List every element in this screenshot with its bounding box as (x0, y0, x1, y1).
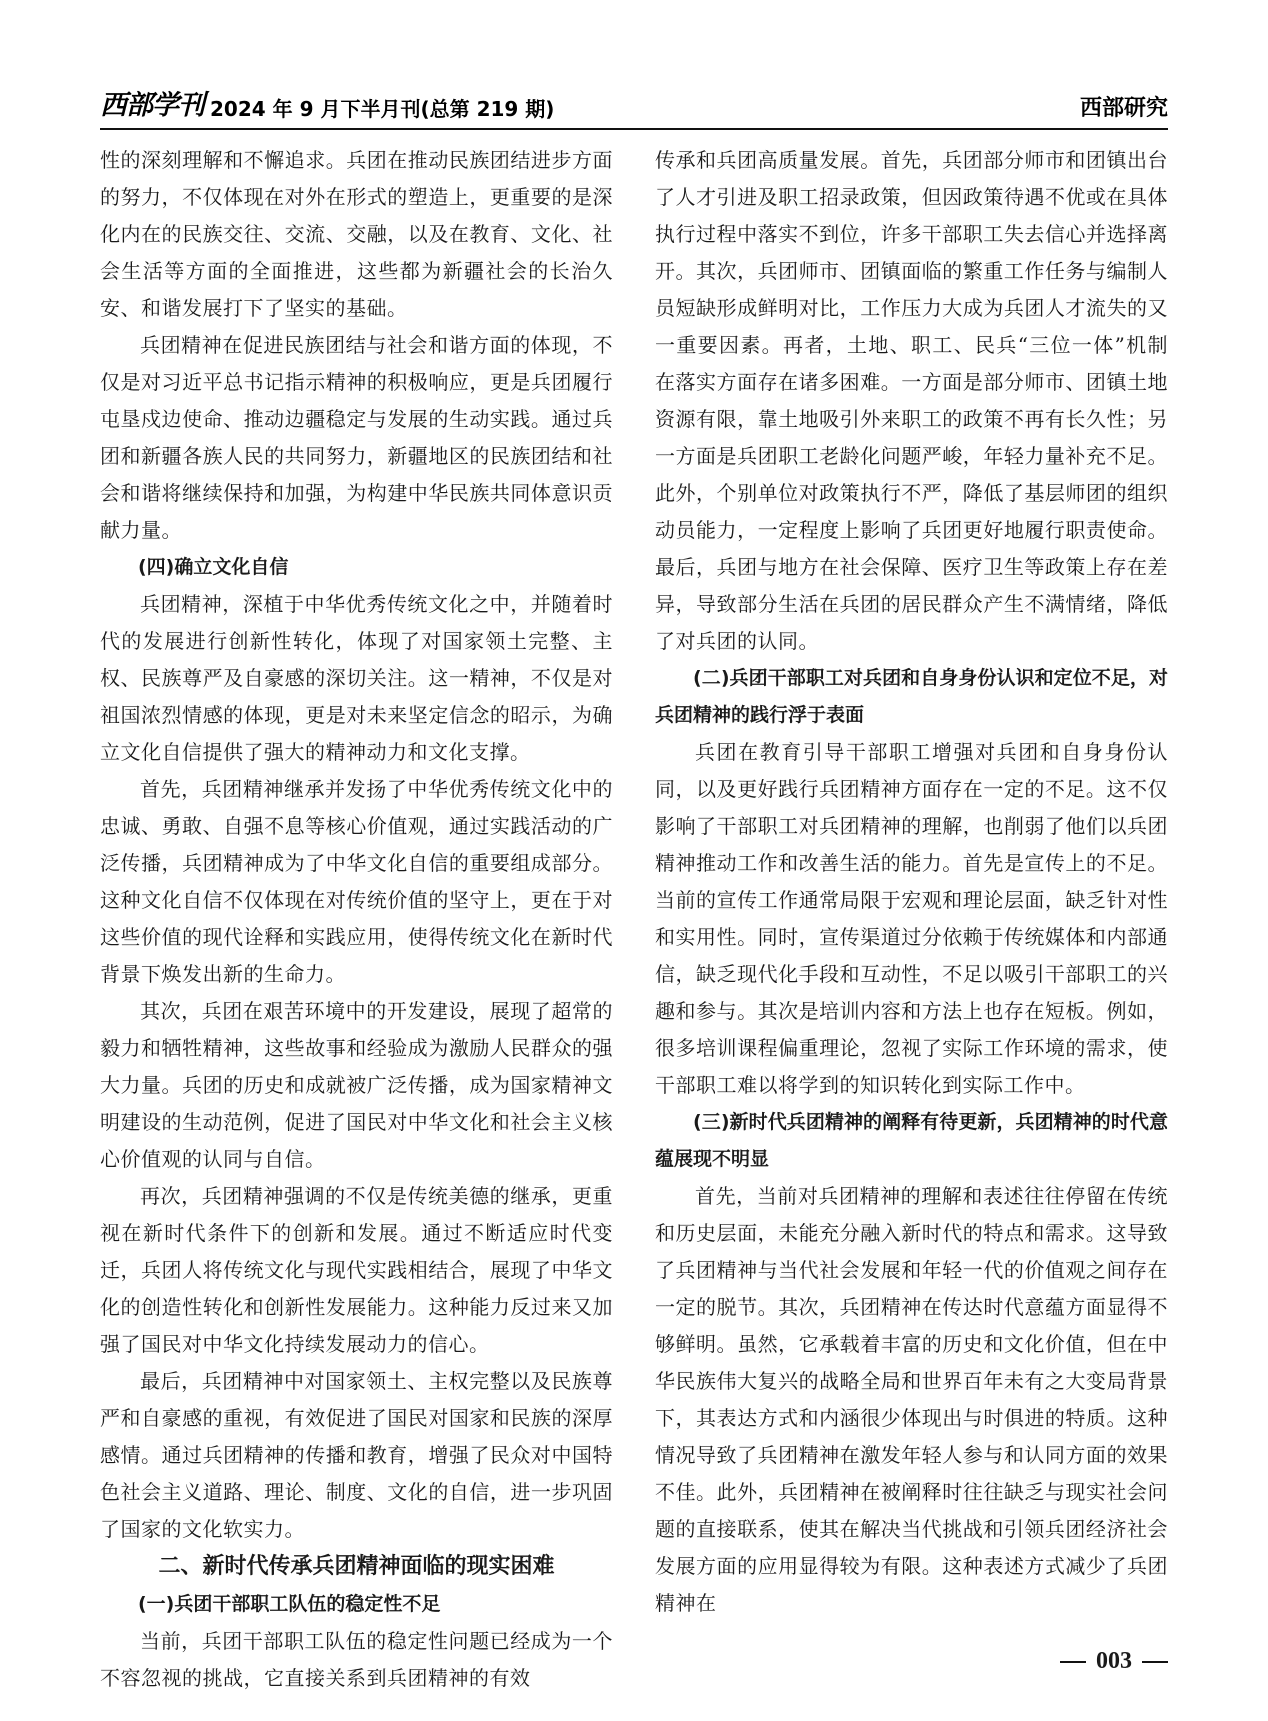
paragraph: 兵团精神在促进民族团结与社会和谐方面的体现，不仅是对习近平总书记指示精神的积极响应，更是兵团履行屯垦戍边使命、推动边疆稳定与发展的生动实践。通过兵团和新疆各族人民的共同努力，新疆地区的民族团结和社会和谐将继续保持和加强，为构建中华民族共同体意识贡献力量。 (100, 333, 613, 542)
paragraph: 传承和兵团高质量发展。首先，兵团部分师市和团镇出台了人才引进及职工招录政策，但因政策待遇不优或在具体执行过程中落实不到位，许多干部职工失去信心并选择离开。其次，兵团师市、团镇面临的繁重工作任务与编制人员短缺形成鲜明对比，工作压力大成为兵团人才流失的又一重要因素。再者，土地、职工、民兵“三位一体”机制在落实方面存在诸多困难。一方面是部分师市、团镇土地资源有限，靠土地吸引外来职工的政策不再有长久性；另一方面是兵团职工老龄化问题严峻，年轻力量补充不足。此外，个别单位对政策执行不严，降低了基层师团的组织动员能力，一定程度上影响了兵团更好地履行职责使命。最后，兵团与地方在社会保障、医疗卫生等政策上存在差异，导致部分生活在兵团的居民群众产生不满情绪，降低了对兵团的认同。 (655, 148, 1168, 653)
page-number: 003 (1096, 1648, 1132, 1674)
footer-dash-right (1142, 1661, 1168, 1663)
subsection-heading: (三)新时代兵团精神的阐释有待更新，兵团精神的时代意蕴展现不明显 (655, 1111, 1168, 1170)
subsection-heading: (一)兵团干部职工队伍的稳定性不足 (138, 1593, 441, 1615)
page-footer (1060, 1648, 1168, 1675)
paragraph: 首先，当前对兵团精神的理解和表述往往停留在传统和历史层面，未能充分融入新时代的特点和需求。这导致了兵团精神与当代社会发展和年轻一代的价值观之间存在一定的脱节。其次，兵团精神在传达时代意蕴方面显得不够鲜明。虽然，它承载着丰富的历史和文化价值，但在中华民族伟大复兴的战略全局和世界百年未有之大变局背景下，其表达方式和内涵很少体现出与时俱进的特质。这种情况导致了兵团精神在激发年轻人参与和认同方面的效果不佳。此外，兵团精神在被阐释时往往缺乏与现实社会问题的直接联系，使其在解决当代挑战和引领兵团经济社会发展方面的应用显得较为有限。这种表述方式减少了兵团精神在 (655, 1184, 1168, 1615)
paragraph: 当前，兵团干部职工队伍的稳定性问题已经成为一个不容忽视的挑战，它直接关系到兵团精神的有效 (100, 1629, 613, 1690)
subsection-heading: (二)兵团干部职工对兵团和自身身份认识和定位不足，对兵团精神的践行浮于表面 (655, 667, 1168, 726)
section-name: 西部研究 (1079, 96, 1168, 121)
paragraph: 其次，兵团在艰苦环境中的开发建设，展现了超常的毅力和牺牲精神，这些故事和经验成为激励人民群众的强大力量。兵团的历史和成就被广泛传播，成为国家精神文明建设的生动范例，促进了国民对中华文化和社会主义核心价值观的认同与自信。 (100, 999, 613, 1171)
issue-info: 2024 年 9 月下半月刊(总第 219 期) (210, 97, 555, 121)
footer-dash-left (1060, 1661, 1086, 1663)
header-left (100, 83, 554, 122)
paragraph: 性的深刻理解和不懈追求。兵团在推动民族团结进步方面的努力，不仅体现在对外在形式的塑造上，更重要的是深化内在的民族交往、交流、交融，以及在教育、文化、社会生活等方面的全面推进，这些都为新疆社会的长治久安、和谐发展打下了坚实的基础。 (100, 148, 613, 320)
right-column (655, 142, 1168, 1642)
page-header (100, 82, 1168, 130)
left-column (100, 142, 613, 1690)
paragraph: 最后，兵团精神中对国家领土、主权完整以及民族尊严和自豪感的重视，有效促进了国民对国家和民族的深厚感情。通过兵团精神的传播和教育，增强了民众对中国特色社会主义道路、理论、制度、文化的自信，进一步巩固了国家的文化软实力。 (100, 1369, 613, 1541)
subsection-heading: (四)确立文化自信 (138, 556, 289, 578)
journal-logo: 西部学刊 (100, 90, 204, 121)
paragraph: 兵团在教育引导干部职工增强对兵团和自身身份认同，以及更好践行兵团精神方面存在一定的不足。这不仅影响了干部职工对兵团精神的理解，也削弱了他们以兵团精神推动工作和改善生活的能力。首先是宣传上的不足。当前的宣传工作通常局限于宏观和理论层面，缺乏针对性和实用性。同时，宣传渠道过分依赖于传统媒体和内部通信，缺乏现代化手段和互动性，不足以吸引干部职工的兴趣和参与。其次是培训内容和方法上也存在短板。例如，很多培训课程偏重理论，忽视了实际工作环境的需求，使干部职工难以将学到的知识转化到实际工作中。 (655, 740, 1168, 1097)
paragraph: 首先，兵团精神继承并发扬了中华优秀传统文化中的忠诚、勇敢、自强不息等核心价值观，通过实践活动的广泛传播，兵团精神成为了中华文化自信的重要组成部分。这种文化自信不仅体现在对传统价值的坚守上，更在于对这些价值的现代诠释和实践应用，使得传统文化在新时代背景下焕发出新的生命力。 (100, 777, 613, 986)
section-heading: 二、新时代传承兵团精神面临的现实困难 (158, 1554, 555, 1579)
paragraph: 兵团精神，深植于中华优秀传统文化之中，并随着时代的发展进行创新性转化，体现了对国家领土完整、主权、民族尊严及自豪感的深切关注。这一精神，不仅是对祖国浓烈情感的体现，更是对未来坚定信念的昭示，为确立文化自信提供了强大的精神动力和文化支撑。 (100, 592, 613, 764)
paragraph: 再次，兵团精神强调的不仅是传统美德的继承，更重视在新时代条件下的创新和发展。通过不断适应时代变迁，兵团人将传统文化与现代实践相结合，展现了中华文化的创造性转化和创新性发展能力。这种能力反过来又加强了国民对中华文化持续发展动力的信心。 (100, 1184, 613, 1356)
